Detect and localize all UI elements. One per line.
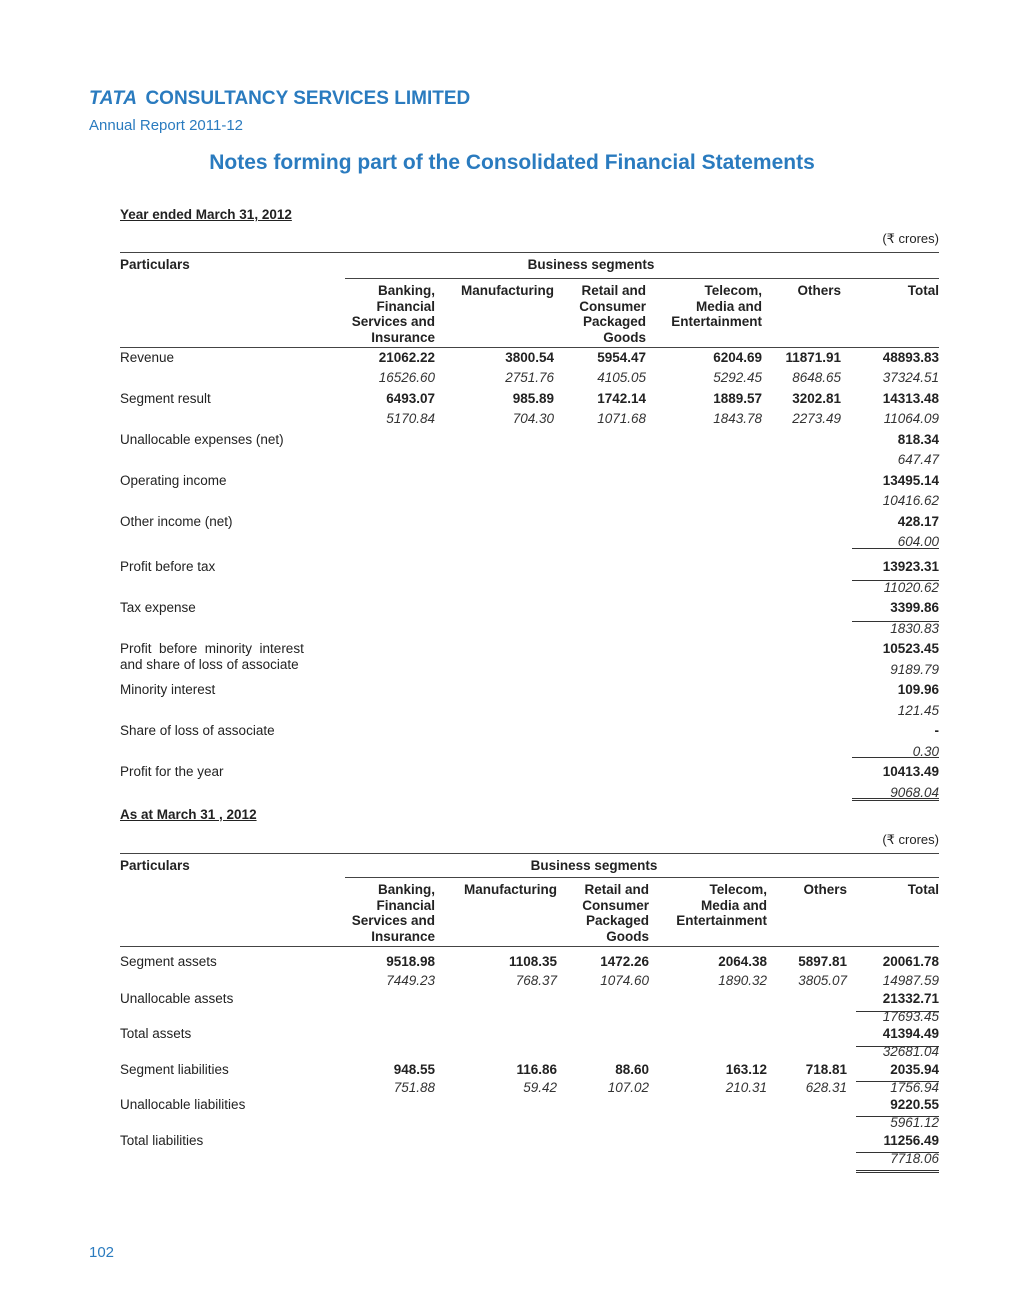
prior-year-total-cell: 10416.62: [882, 493, 939, 508]
prior-year-total-cell: 121.45: [897, 703, 939, 718]
value-cell: 5897.81: [798, 954, 847, 969]
total-rule: [852, 580, 939, 581]
value-cell: 3202.81: [792, 391, 841, 406]
column-header: Retail and Consumer Packaged Goods: [579, 283, 646, 345]
prior-year-total-cell: 9189.79: [890, 662, 939, 677]
value-cell: 985.89: [512, 391, 554, 406]
page-title: Notes forming part of the Consolidated Financial Statements: [209, 151, 815, 174]
prior-year-cell: 3805.07: [798, 973, 847, 988]
column-header: Telecom, Media and Entertainment: [676, 882, 767, 928]
value-cell: 5954.47: [597, 350, 646, 365]
value-cell: 2035.94: [890, 1062, 939, 1077]
prior-year-cell: 4105.05: [597, 370, 646, 385]
value-cell: 9518.98: [386, 954, 435, 969]
particulars-header: Particulars: [120, 257, 190, 272]
prior-year-cell: 2273.49: [792, 411, 841, 426]
prior-year-cell: 107.02: [607, 1080, 649, 1095]
column-header: Manufacturing: [461, 283, 554, 298]
segments-rule: [345, 877, 939, 878]
total-cell: 428.17: [897, 514, 939, 529]
prior-year-cell: 8648.65: [792, 370, 841, 385]
value-cell: 718.81: [805, 1062, 847, 1077]
value-cell: 20061.78: [882, 954, 939, 969]
company-name: CONSULTANCY SERVICES LIMITED: [145, 88, 471, 109]
row-label: Other income (net): [120, 514, 233, 529]
prior-year-cell: 1756.94: [890, 1080, 939, 1095]
table-rule: [120, 946, 939, 947]
prior-year-cell: 11064.09: [883, 411, 939, 426]
row-label: Tax expense: [120, 600, 196, 615]
prior-year-cell: 59.42: [523, 1080, 557, 1095]
prior-year-cell: 16526.60: [378, 370, 435, 385]
prior-year-total-cell: 647.47: [897, 452, 939, 467]
prior-year-cell: 1890.32: [718, 973, 767, 988]
total-cell: 21332.71: [882, 991, 939, 1006]
column-header: Manufacturing: [464, 882, 557, 897]
total-rule: [852, 548, 939, 549]
column-header: Retail and Consumer Packaged Goods: [582, 882, 649, 944]
total-cell: 41394.49: [882, 1026, 939, 1041]
report-subtitle: Annual Report 2011-12: [89, 117, 243, 134]
row-label: Share of loss of associate: [120, 723, 275, 738]
units-label: (₹ crores): [882, 832, 939, 847]
table-rule: [120, 347, 939, 348]
row-label: Segment liabilities: [120, 1062, 229, 1077]
total-rule: [852, 757, 939, 758]
total-cell: 109.96: [897, 682, 939, 697]
prior-year-total-cell: 9068.04: [890, 785, 939, 800]
total-rule: [856, 1170, 939, 1173]
row-label: Segment assets: [120, 954, 217, 969]
total-cell: 9220.55: [890, 1097, 939, 1112]
value-cell: 3800.54: [505, 350, 554, 365]
value-cell: 1472.26: [600, 954, 649, 969]
prior-year-cell: 751.88: [393, 1080, 435, 1095]
row-label: Unallocable liabilities: [120, 1097, 246, 1112]
total-cell: 13923.31: [882, 559, 939, 574]
row-label: Segment result: [120, 391, 211, 406]
value-cell: 116.86: [516, 1062, 557, 1077]
value-cell: 11871.91: [785, 350, 841, 365]
total-cell: 3399.86: [890, 600, 939, 615]
value-cell: 1108.35: [508, 954, 557, 969]
value-cell: 2064.38: [718, 954, 767, 969]
row-label: Unallocable assets: [120, 991, 234, 1006]
value-cell: 14313.48: [882, 391, 939, 406]
row-label: Minority interest: [120, 682, 216, 697]
value-cell: 48893.83: [882, 350, 939, 365]
prior-year-cell: 14987.59: [882, 973, 939, 988]
prior-year-cell: 768.37: [515, 973, 557, 988]
value-cell: 88.60: [615, 1062, 649, 1077]
prior-year-cell: 1074.60: [600, 973, 649, 988]
prior-year-cell: 5170.84: [386, 411, 435, 426]
business-segments-header: Business segments: [530, 858, 658, 873]
business-segments-header: Business segments: [527, 257, 655, 272]
prior-year-cell: 210.31: [725, 1080, 767, 1095]
prior-year-total-cell: 32681.04: [882, 1044, 939, 1059]
prior-year-cell: 628.31: [805, 1080, 847, 1095]
tata-logo: TATA: [89, 88, 138, 109]
prior-year-total-cell: 5961.12: [890, 1115, 939, 1130]
total-cell: 818.34: [897, 432, 939, 447]
prior-year-total-cell: 7718.06: [890, 1151, 939, 1166]
table-rule: [120, 853, 939, 854]
prior-year-total-cell: 0.30: [912, 744, 939, 759]
prior-year-cell: 1071.68: [597, 411, 646, 426]
total-cell: -: [934, 723, 939, 738]
row-label: Total liabilities: [120, 1133, 204, 1148]
total-cell: 10523.45: [882, 641, 939, 656]
section-as-at-heading: As at March 31 , 2012: [120, 807, 257, 822]
particulars-header: Particulars: [120, 858, 190, 873]
company-header: [89, 88, 470, 110]
total-rule: [856, 1116, 939, 1117]
prior-year-total-cell: 1830.83: [890, 621, 939, 636]
units-label: (₹ crores): [882, 231, 939, 246]
prior-year-cell: 2751.76: [505, 370, 554, 385]
value-cell: 6493.07: [386, 391, 435, 406]
column-header: Total: [907, 283, 939, 298]
row-label: Profit before minority interest and share of loss of associate: [120, 641, 304, 672]
prior-year-cell: 704.30: [512, 411, 554, 426]
table-rule: [120, 252, 939, 253]
prior-year-total-cell: 17693.45: [882, 1009, 939, 1024]
total-rule: [856, 1011, 939, 1012]
prior-year-cell: 5292.45: [713, 370, 762, 385]
section-year-ended-heading: Year ended March 31, 2012: [120, 207, 292, 222]
value-cell: 1742.14: [597, 391, 646, 406]
prior-year-cell: 7449.23: [386, 973, 435, 988]
segments-rule: [345, 278, 939, 279]
value-cell: 6204.69: [713, 350, 762, 365]
prior-year-total-cell: 604.00: [897, 534, 939, 549]
column-header: Banking, Financial Services and Insurance: [351, 283, 435, 345]
total-rule: [856, 1152, 939, 1153]
total-cell: 13495.14: [882, 473, 939, 488]
row-label: Revenue: [120, 350, 175, 365]
total-cell: 10413.49: [882, 764, 939, 779]
row-label: Profit before tax: [120, 559, 216, 574]
prior-year-cell: 37324.51: [882, 370, 939, 385]
row-label: Operating income: [120, 473, 227, 488]
prior-year-cell: 1843.78: [713, 411, 762, 426]
total-rule: [856, 1046, 939, 1047]
total-cell: 11256.49: [883, 1133, 939, 1148]
value-cell: 1889.57: [713, 391, 762, 406]
row-label: Unallocable expenses (net): [120, 432, 284, 447]
column-header: Others: [803, 882, 847, 897]
total-rule: [856, 1081, 939, 1082]
page-number: 102: [89, 1244, 115, 1261]
row-label: Total assets: [120, 1026, 192, 1041]
value-cell: 948.55: [393, 1062, 435, 1077]
column-header: Total: [907, 882, 939, 897]
total-rule: [852, 621, 939, 622]
total-rule: [852, 798, 939, 801]
value-cell: 163.12: [725, 1062, 767, 1077]
prior-year-total-cell: 11020.62: [883, 580, 939, 595]
column-header: Telecom, Media and Entertainment: [671, 283, 762, 329]
column-header: Banking, Financial Services and Insurance: [351, 882, 435, 944]
row-label: Profit for the year: [120, 764, 224, 779]
column-header: Others: [797, 283, 841, 298]
value-cell: 21062.22: [378, 350, 435, 365]
